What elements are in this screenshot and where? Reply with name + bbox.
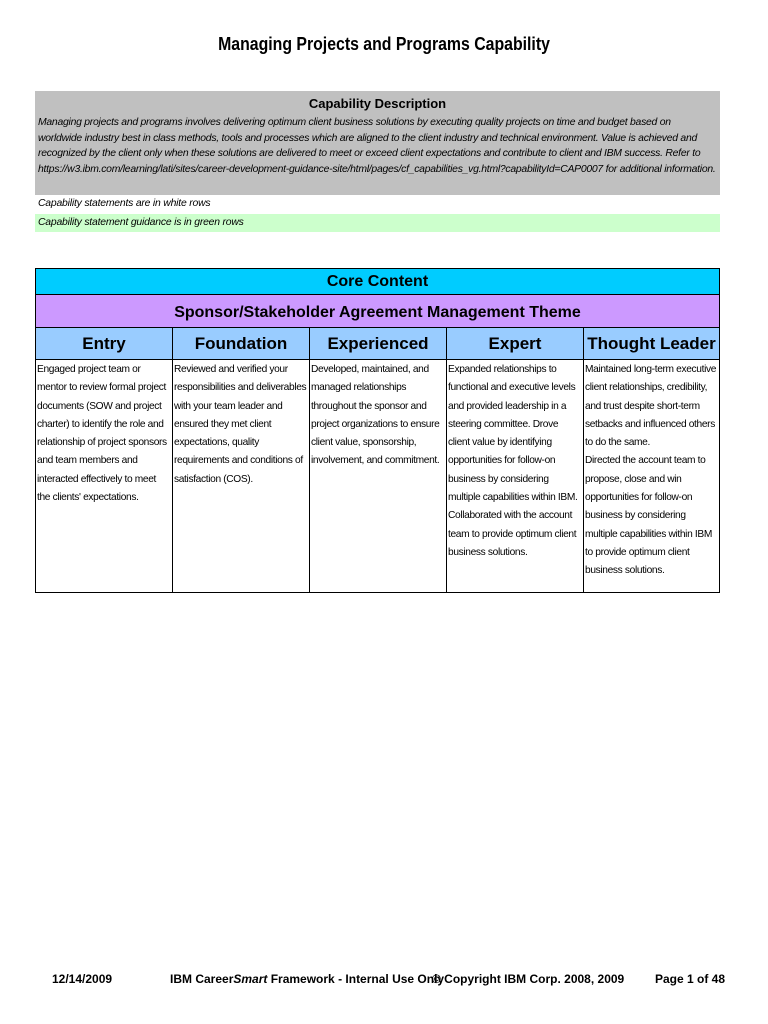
- statement-text: Reviewed and verified your responsibilities and deliverables with your team leader and ensured they met client expectations, quality requirements and conditions of satisfaction (COS).: [174, 364, 307, 485]
- level-header-row: [35, 327, 720, 359]
- footer-framework-prefix: IBM Career: [170, 972, 234, 986]
- page-footer: [0, 972, 768, 992]
- page-title: Managing Projects and Programs Capability: [218, 34, 550, 54]
- statement-text: Directed the account team to propose, close and win opportunities for follow-on business by considering multiple capabilities within IBM to provide optimum client business solutions.: [585, 455, 712, 577]
- footer-framework: [170, 972, 444, 986]
- core-content-header: Core Content: [35, 268, 720, 294]
- capability-grid: [35, 268, 720, 593]
- green-rows-legend: Capability statement guidance is in green rows: [35, 214, 720, 232]
- statement-experienced: [310, 360, 447, 592]
- level-header-expert: Expert: [447, 328, 584, 359]
- theme-header: Sponsor/Stakeholder Agreement Management Theme: [35, 294, 720, 327]
- level-header-entry: Entry: [36, 328, 173, 359]
- statement-text: Maintained long-term executive client relationships, credibility, and trust despite short-term setbacks and influenced others to do the same.: [585, 364, 717, 449]
- level-header-foundation: Foundation: [173, 328, 310, 359]
- statement-text: Expanded relationships to functional and executive levels and provided leadership in a steering committee. Drove client value by identifying opportunities for follow-on business by considering multiple capabilities within IBM. Collaborated with the account team to provide optimum client business solutions.: [448, 364, 578, 558]
- capability-description-heading: Capability Description: [308, 96, 447, 111]
- level-header-thought-leader: Thought Leader: [587, 334, 716, 353]
- level-header-experienced: Experienced: [310, 328, 447, 359]
- footer-framework-suffix: Framework - Internal Use Only: [267, 972, 445, 986]
- statement-thought-leader: [584, 360, 719, 592]
- statement-text: Developed, maintained, and managed relationships throughout the sponsor and project organizations to ensure client value, sponsorship, involvement, and commitment.: [311, 364, 440, 467]
- footer-page-number: Page 1 of 48: [655, 972, 726, 986]
- footer-framework-italic: Smart: [233, 972, 268, 986]
- footer-date: 12/14/2009: [52, 972, 113, 986]
- capability-statement-row: [35, 359, 720, 593]
- statement-expert: [447, 360, 584, 592]
- white-rows-legend: Capability statements are in white rows: [38, 198, 211, 209]
- capability-description-text: Managing projects and programs involves delivering optimum client business solutions by executing quality projects on time and budget based on worldwide industry best in class methods, tools and processes which are aligned to the client industry and technical environment. Value is achieved and recognized by the client only when these solutions are delivered to meet or exceed client expectations and contribute to client and IBM success. Refer to https://w3.ibm.com/learning/lati/sites/career-development-guidance-site/html/pages/cf_capabilities_vg.html?capabilityId=CAP0007 for additional information.: [38, 117, 716, 175]
- capability-description-box: [35, 91, 720, 195]
- statement-foundation: [173, 360, 310, 592]
- footer-copyright: © Copyright IBM Corp. 2008, 2009: [432, 972, 625, 986]
- statement-entry: [36, 360, 173, 592]
- statement-text: Engaged project team or mentor to review formal project documents (SOW and project charter) to identify the role and relationship of project sponsors and team members and interacted effectively to meet the clients' expectations.: [37, 364, 167, 504]
